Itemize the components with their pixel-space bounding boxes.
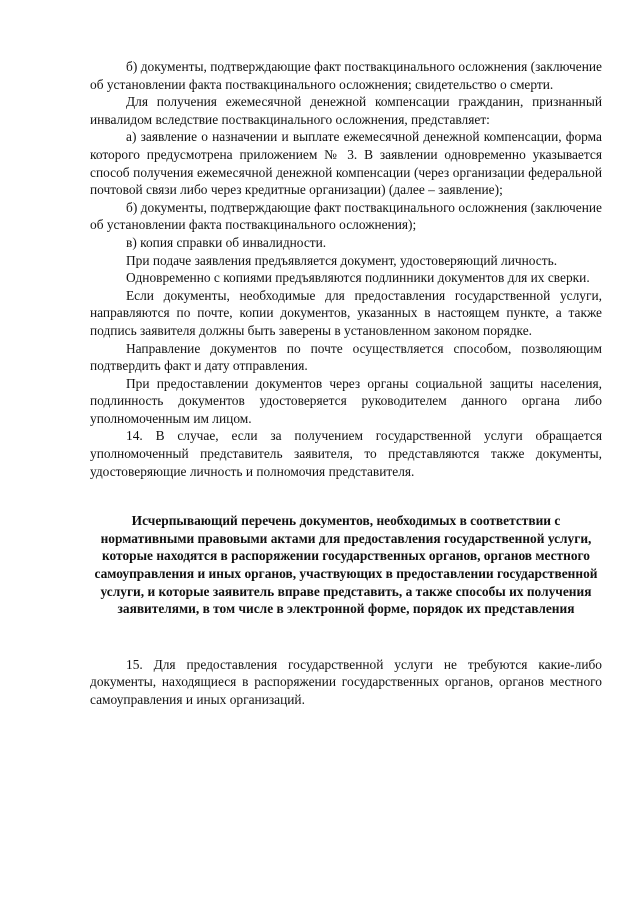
paragraph-by-mail: Если документы, необходимые для предоставления государственной услуги, направляются по почте, копии документов, указанных в настоящем пункте, а также подпись заявителя должны быть заверены в установленном законом порядке. xyxy=(90,287,602,338)
paragraph-a-application: а) заявление о назначении и выплате ежемесячной денежной компенсации, форма которого предусмотрена приложением № 3. В заявлении одновременно указывается способ получения ежемесячной денежной компенсации (через организации федеральной почтовой связи либо через кредитные организации) (далее – заявление); xyxy=(90,129,602,198)
paragraph-identity-document: При подаче заявления предъявляется документ, удостоверяющий личность. xyxy=(126,252,558,268)
paragraph-mail-method: Направление документов по почте осуществляется способом, позволяющим подтвердить факт и дату отправления. xyxy=(90,340,602,374)
paragraph-b-documents: б) документы, подтверждающие факт поствакцинального осложнения (заключение об установлении факта поствакцинального осложнения; свидетельство о смерти. xyxy=(90,59,602,92)
paragraph-v-disability-certificate: в) копия справки об инвалидности. xyxy=(126,234,327,250)
paragraph-14-representative: 14. В случае, если за получением государственной услуги обращается уполномоченный представитель заявителя, то представляются также документы, удостоверяющие личность и полномочия представителя. xyxy=(90,428,602,479)
paragraph-social-protection: При предоставлении документов через органы социальной защиты населения, подлинность документов удостоверяется руководителем данного органа либо уполномоченным им лицом. xyxy=(90,375,602,426)
paragraph-disabled-compensation: Для получения ежемесячной денежной компенсации гражданин, признанный инвалидом вследствие поствакцинального осложнения, представляет: xyxy=(90,94,602,127)
paragraph-b-conclusion: б) документы, подтверждающие факт поствакцинального осложнения (заключение об установлении факта поствакцинального осложнения); xyxy=(90,199,602,233)
paragraph-15: 15. Для предоставления государственной услуги не требуются какие-либо документы, находящиеся в распоряжении государственных органов, органов местного самоуправления и иных организаций. xyxy=(90,656,602,707)
section-heading: Исчерпывающий перечень документов, необходимых в соответствии с нормативными правовыми актами для предоставления государственной услуги, которые находятся в распоряжении государственных органов, органов местного самоуправления и иных органов, участвующих в предоставлении государственной услуги, и которые заявитель вправе представить, а также способы их получения заявителями, в том числе в электронной форме, порядок их представления xyxy=(94,513,598,617)
paragraph-originals: Одновременно с копиями предъявляются подлинники документов для их сверки. xyxy=(126,270,590,286)
document-page xyxy=(90,58,602,709)
